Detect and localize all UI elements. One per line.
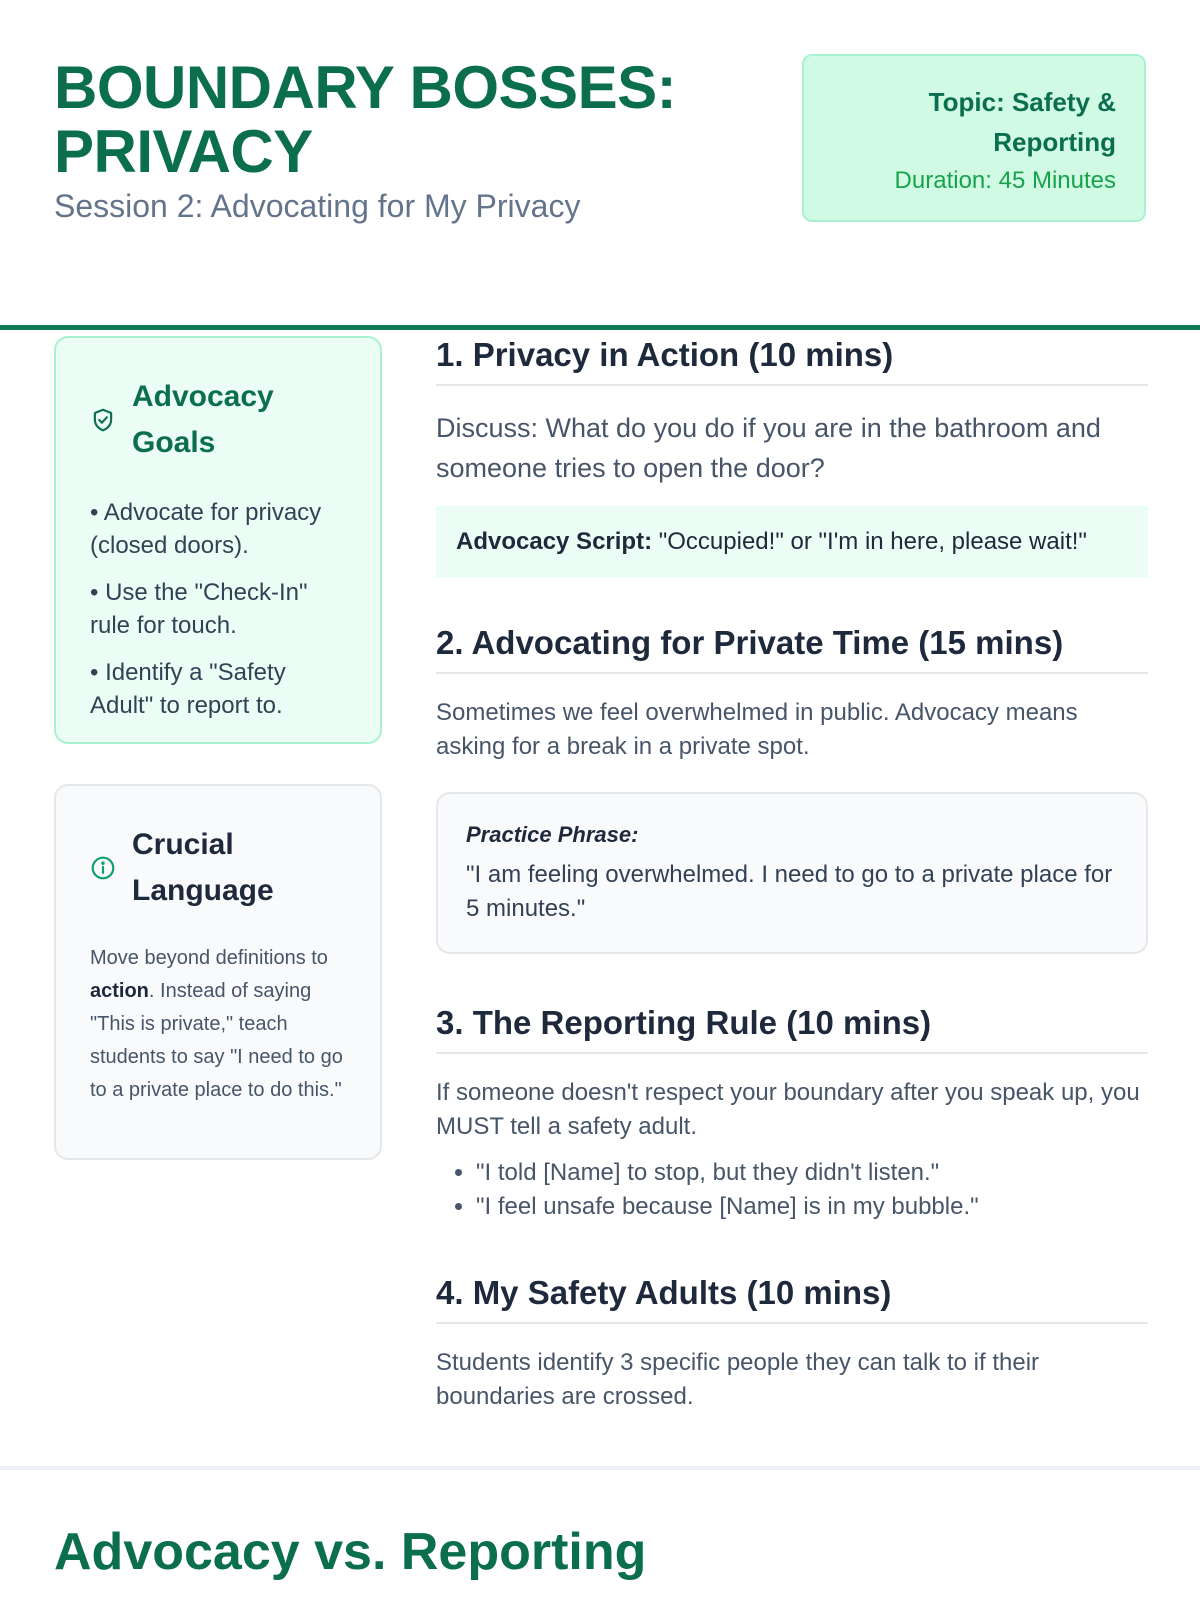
practice-phrase-box [436,792,1148,954]
topic-info-box [802,54,1146,222]
page-subtitle: Session 2: Advocating for My Privacy [54,188,581,224]
section-text: Students identify 3 specific people they can talk to if their boundaries are crossed. [436,1349,1040,1410]
list-item: • Identify a "Safety Adult" to report to. [90,659,286,719]
script-text: "Occupied!" or "I'm in here, please wait!" [652,528,1087,555]
section-privacy-in-action [436,336,1148,578]
crucial-language-card [54,784,382,1160]
advocacy-goals-header [90,374,354,466]
advocacy-goals-title: Advocacy Goals [132,380,274,459]
list-item: • Advocate for privacy (closed doors). [90,499,322,559]
section-text: If someone doesn't respect your boundary after you speak up, you MUST tell a safety adult. [436,1079,1140,1140]
list-item: • "I told [Name] to stop, but they didn't listen." [476,1156,1148,1190]
section-heading: 3. The Reporting Rule (10 mins) [436,1004,1148,1054]
title-line-2: PRIVACY [54,118,313,185]
advocacy-script-box [436,506,1148,578]
section-safety-adults [436,1274,1148,1414]
topic-line-2: Reporting [993,127,1116,157]
emphasis-action: action [90,980,149,1002]
shield-check-icon [90,407,116,433]
section-private-time [436,624,1148,954]
section-text: Discuss: What do you do if you are in the bathroom and someone tries to open the door? [436,413,1101,483]
duration-label: Duration: 45 Minutes [894,167,1116,194]
page-title [54,56,676,184]
section-heading: 4. My Safety Adults (10 mins) [436,1274,1148,1324]
goals-list [90,496,354,722]
crucial-language-text: Move beyond definitions to action. Instead of saying "This is private," teach students to say "I need to go to a private place to do this." [90,947,343,1101]
footer-divider [0,1466,1200,1470]
section-heading: 2. Advocating for Private Time (15 mins) [436,624,1148,674]
crucial-language-header [90,822,354,914]
topic-label [832,82,1116,162]
footer-title: Advocacy vs. Reporting [54,1523,647,1581]
page-header [0,0,1200,330]
title-line-1: BOUNDARY BOSSES: [54,54,677,121]
phrase-label: Practice Phrase: [466,822,639,847]
phrase-text: "I am feeling overwhelmed. I need to go to a private place for 5 minutes." [466,861,1113,922]
advocacy-goals-card [54,336,382,744]
list-item: • "I feel unsafe because [Name] is in my bubble." [476,1190,1148,1224]
script-label: Advocacy Script: [456,528,653,555]
section-text: Sometimes we feel overwhelmed in public. Advocacy means asking for a break in a private spot. [436,699,1078,760]
topic-line-1: Topic: Safety & [928,87,1116,117]
crucial-language-title: Crucial Language [132,828,274,907]
section-heading: 1. Privacy in Action (10 mins) [436,336,1148,386]
list-item: • Use the "Check-In" rule for touch. [90,579,308,639]
quote-list [436,1156,1148,1224]
info-icon [90,855,116,881]
section-reporting-rule [436,1004,1148,1224]
